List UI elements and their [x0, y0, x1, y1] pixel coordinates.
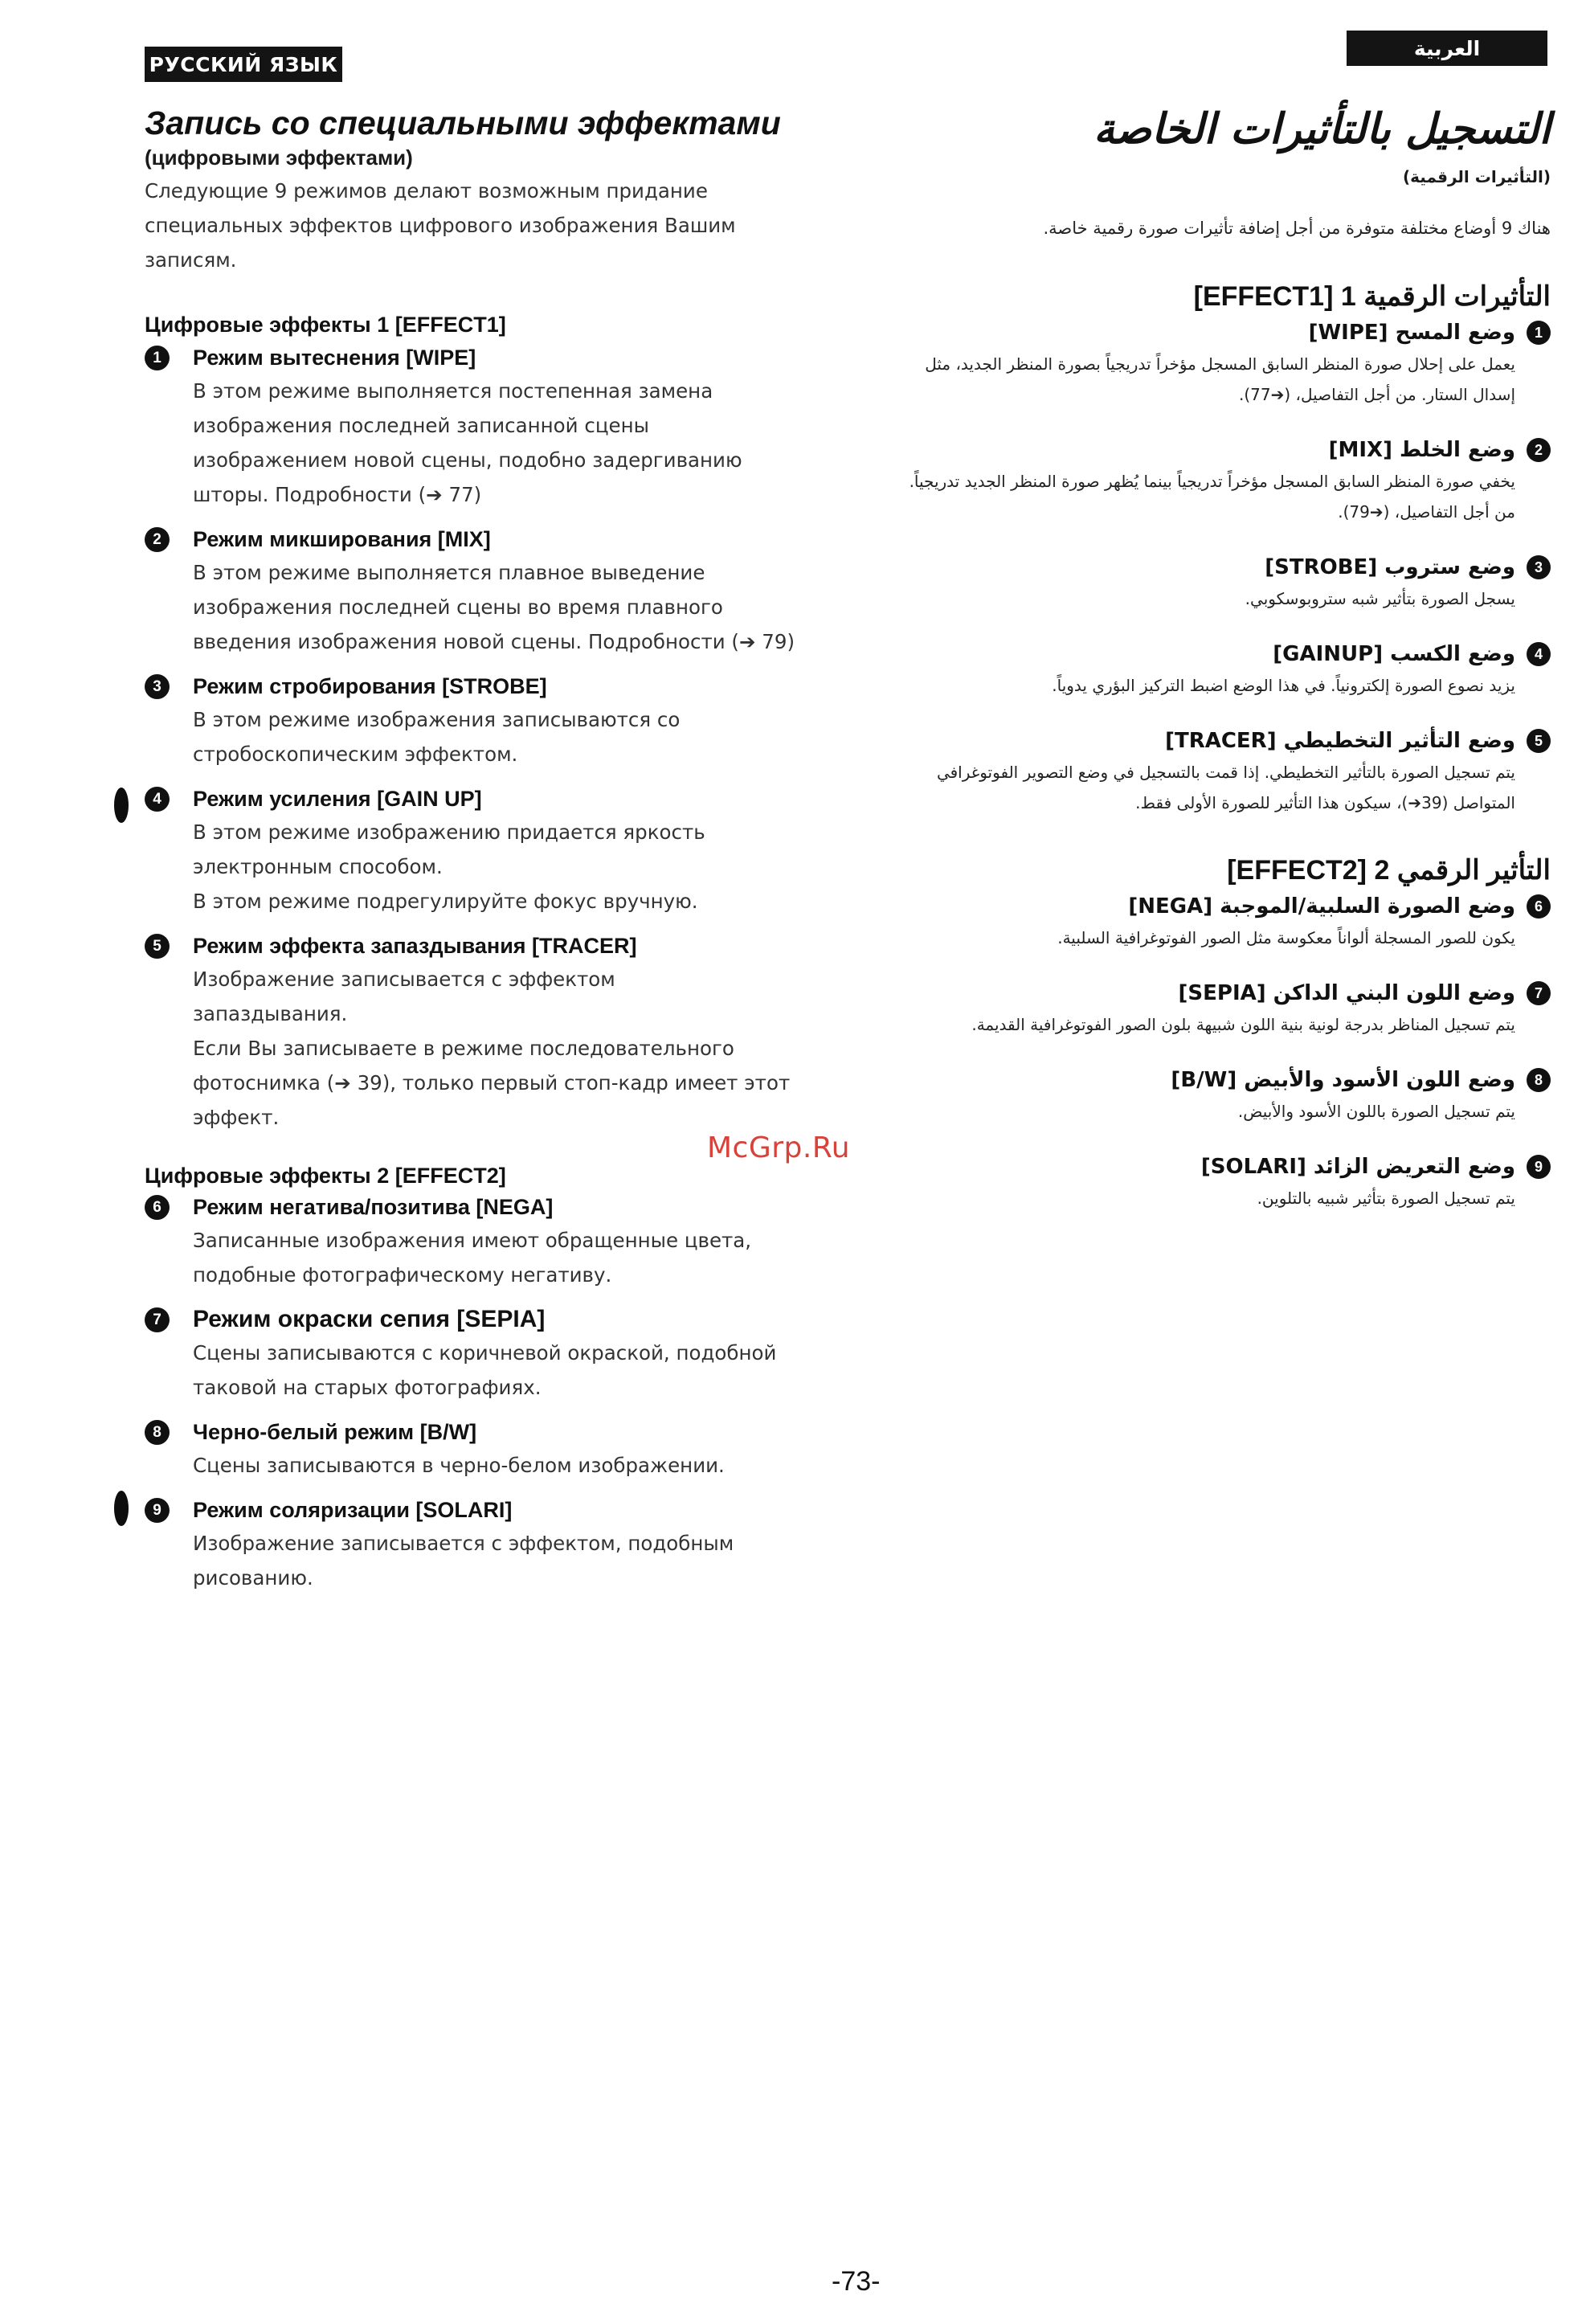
number-badge: 4	[1527, 642, 1551, 666]
mode-description: يكون للصور المسجلة ألواناً معكوسة مثل الصور الفوتوغرافية السلبية.	[1057, 928, 1515, 947]
russian-column	[145, 103, 836, 1595]
mode-title: Режим вытеснения [WIPE]	[193, 346, 476, 370]
margin-mark-bottom	[114, 1491, 129, 1526]
list-item	[892, 551, 1551, 614]
number-badge: 9	[145, 1498, 170, 1523]
mode-description: В этом режиме изображению придается яркость электронным способом.	[193, 820, 705, 878]
mode-description: В этом режиме изображения записываются со стробоскопическим эффектом.	[193, 708, 681, 766]
list-item	[145, 1191, 836, 1292]
margin-mark-top	[114, 788, 129, 823]
mode-description: يتم تسجيل المناظر بدرجة لونية بنية اللون شبيهة بلون الصور الفوتوغرافية القديمة.	[971, 1015, 1515, 1034]
list-item	[892, 977, 1551, 1040]
number-badge: 9	[1527, 1155, 1551, 1179]
number-badge: 8	[145, 1420, 170, 1445]
number-badge: 7	[145, 1307, 170, 1332]
mode-title: Режим окраски сепия [SEPIA]	[193, 1306, 546, 1332]
mode-title: وضع ستروب [STROBE]	[1265, 555, 1515, 579]
mode-title: وضع اللون البني الداكن [SEPIA]	[1178, 981, 1515, 1005]
mode-description: يعمل على إحلال صورة المنظر السابق المسجل مؤخراً تدريجياً بصورة المنظر الجديد، مثل إسدال الستار. من أجل التفاصيل، (➔77).	[925, 354, 1515, 404]
mode-description: يسجل الصورة بتأثير شبه ستروبوسكوبي.	[1245, 589, 1515, 608]
mode-description: يزيد نصوع الصورة إلكترونياً. في هذا الوضع اضبط التركيز البؤري يدوياً.	[1052, 676, 1515, 695]
mode-title: وضع اللون الأسود والأبيض [B/W]	[1171, 1068, 1515, 1092]
list-item	[145, 1416, 836, 1483]
number-badge: 6	[145, 1195, 170, 1220]
intro-russian: Следующие 9 режимов делают возможным придание специальных эффектов цифрового изображения Вашим записям.	[145, 179, 736, 272]
list-item	[892, 434, 1551, 527]
mode-title: Режим эффекта запаздывания [TRACER]	[193, 934, 637, 958]
mode-description: يتم تسجيل الصورة باللون الأسود والأبيض.	[1237, 1102, 1515, 1121]
number-badge: 2	[145, 527, 170, 552]
mode-title: Черно-белый режим [B/W]	[193, 1420, 477, 1444]
mode-note: Если Вы записываете в режиме последовательного фотоснимка (➔ 39), только первый стоп-кадр имеет этот эффект.	[193, 1037, 791, 1129]
number-badge: 1	[1527, 321, 1551, 345]
mode-title: Режим стробирования [STROBE]	[193, 674, 547, 698]
mode-title: وضع المسح [WIPE]	[1308, 321, 1515, 345]
list-item	[892, 638, 1551, 701]
number-badge: 3	[1527, 555, 1551, 579]
mode-description: Сцены записываются с коричневой окраской, подобной таковой на старых фотографиях.	[193, 1341, 777, 1399]
mode-title: وضع الصورة السلبية/الموجبة [NEGA]	[1128, 894, 1515, 919]
mode-title: Режим микширования [MIX]	[193, 527, 491, 551]
watermark: McGrp.Ru	[707, 1131, 851, 1164]
mode-description: Изображение записывается с эффектом, подобным рисованию.	[193, 1532, 734, 1590]
list-item	[892, 1064, 1551, 1127]
mode-description: يتم تسجيل الصورة بالتأثير التخطيطي. إذا قمت بالتسجيل في وضع التصوير الفوتوغرافي المتواصل (39➔)، سيكون هذا التأثير للصورة الأولى فقط.	[936, 763, 1515, 812]
number-badge: 6	[1527, 894, 1551, 919]
mode-description: Изображение записывается с эффектом запаздывания.	[193, 968, 615, 1025]
list-item	[892, 725, 1551, 818]
mode-description: Сцены записываются в черно-белом изображении.	[193, 1454, 725, 1477]
number-badge: 3	[145, 674, 170, 699]
list-item	[892, 317, 1551, 410]
section-heading-effect1: Цифровые эффекты 1 [EFFECT1]	[145, 313, 506, 337]
page-title-arabic: التسجيل بالتأثيرات الخاصة	[1093, 105, 1551, 153]
subtitle-arabic: (التأثيرات الرقمية)	[1403, 167, 1551, 186]
list-item	[145, 1494, 836, 1595]
arabic-column	[892, 96, 1551, 1213]
list-item	[892, 1151, 1551, 1213]
mode-description: Записанные изображения имеют обращенные цвета, подобные фотографическому негативу.	[193, 1229, 752, 1287]
number-badge: 5	[1527, 729, 1551, 753]
number-badge: 5	[145, 934, 170, 959]
mode-title: Режим негатива/позитива [NEGA]	[193, 1195, 554, 1219]
list-item	[145, 930, 836, 1135]
intro-arabic: هناك 9 أوضاع مختلفة متوفرة من أجل إضافة تأثيرات صورة رقمية خاصة.	[1043, 219, 1551, 238]
mode-description: В этом режиме выполняется постепенная замена изображения последней записанной сцены изображением новой сцены, подобно задергиванию шторы. Подробности (➔ 77)	[193, 379, 742, 506]
list-item	[145, 670, 836, 771]
subtitle-russian: (цифровыми эффектами)	[145, 145, 413, 170]
mode-title: Режим соляризации [SOLARI]	[193, 1498, 513, 1522]
page-title-russian: Запись со специальными эффектами	[145, 104, 781, 141]
mode-title: وضع التعريض الزائد [SOLARI]	[1200, 1155, 1515, 1179]
number-badge: 4	[145, 787, 170, 812]
section-heading-effect2-arabic: التأثير الرقمي 2 [EFFECT2]	[1227, 855, 1551, 886]
number-badge: 1	[145, 346, 170, 370]
language-tab-arabic: العربية	[1347, 31, 1547, 66]
mode-description: يتم تسجيل الصورة بتأثير شبيه بالتلوين.	[1257, 1189, 1515, 1208]
list-item	[892, 890, 1551, 953]
number-badge: 7	[1527, 981, 1551, 1005]
mode-title: وضع التأثير التخطيطي [TRACER]	[1165, 729, 1515, 753]
page-number: -73-	[832, 2266, 881, 2297]
mode-title: وضع الخلط [MIX]	[1328, 438, 1515, 462]
mode-title: وضع الكسب [GAINUP]	[1273, 642, 1515, 666]
list-item	[145, 1303, 836, 1405]
number-badge: 2	[1527, 438, 1551, 462]
mode-description: يخفي صورة المنظر السابق المسجل مؤخراً تدريجياً بينما يُظهر صورة المنظر الجديد تدريجياً. من أجل التفاصيل، (➔79).	[909, 472, 1515, 522]
mode-description: В этом режиме выполняется плавное выведение изображения последней сцены во время плавного введения изображения новой сцены. Подробности (➔ 79)	[193, 561, 795, 653]
mode-note: В этом режиме подрегулируйте фокус вручную.	[193, 890, 698, 913]
mode-title: Режим усиления [GAIN UP]	[193, 787, 482, 811]
language-tab-russian: РУССКИЙ ЯЗЫК	[145, 47, 342, 82]
list-item	[145, 523, 836, 659]
section-heading-effect2: Цифровые эффекты 2 [EFFECT2]	[145, 1164, 506, 1188]
list-item	[145, 342, 836, 512]
section-heading-effect1-arabic: التأثيرات الرقمية 1 [EFFECT1]	[1193, 281, 1551, 312]
number-badge: 8	[1527, 1068, 1551, 1092]
list-item	[145, 783, 836, 919]
